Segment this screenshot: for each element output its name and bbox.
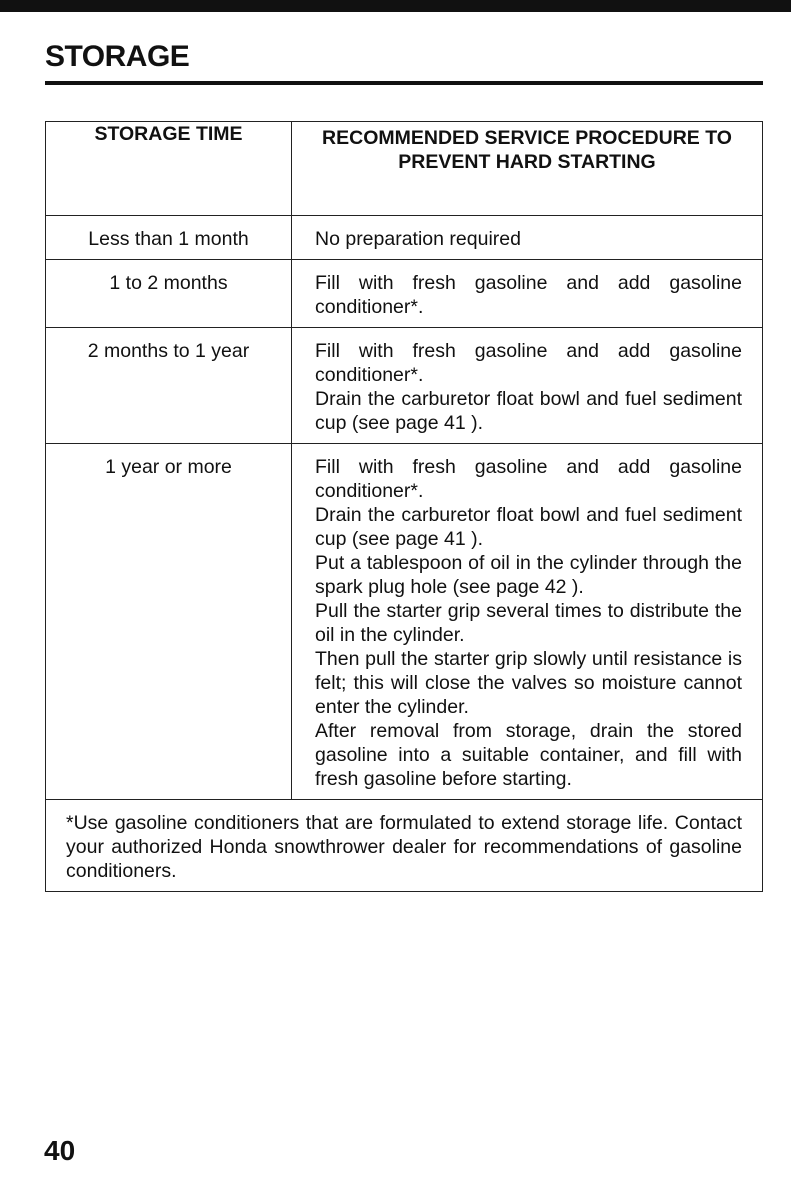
procedure-step: Pull the starter grip several times to distribute the oil in the cylinder. bbox=[315, 600, 742, 646]
storage-time-cell: 1 to 2 months bbox=[46, 260, 292, 328]
procedure-cell bbox=[292, 328, 763, 444]
procedure-step: Drain the carburetor float bowl and fuel sediment cup (see page 41 ). bbox=[315, 504, 742, 550]
procedure-step: No preparation required bbox=[315, 228, 521, 250]
footnote-row bbox=[46, 800, 763, 892]
title-rule bbox=[45, 81, 763, 85]
table-row bbox=[46, 260, 763, 328]
storage-time-cell: Less than 1 month bbox=[46, 216, 292, 260]
procedure-step: Then pull the starter grip slowly until resistance is felt; this will close the valves so moisture cannot enter the cylinder. bbox=[315, 648, 742, 718]
procedure-cell bbox=[292, 216, 763, 260]
procedure-cell bbox=[292, 444, 763, 800]
storage-time-cell: 1 year or more bbox=[46, 444, 292, 800]
storage-table bbox=[45, 121, 763, 892]
procedure-step: Fill with fresh gasoline and add gasoline conditioner*. bbox=[315, 272, 742, 318]
storage-time-cell: 2 months to 1 year bbox=[46, 328, 292, 444]
footnote: *Use gasoline conditioners that are formulated to extend storage life. Contact your authorized Honda snowthrower dealer for recommendations of gasoline conditioners. bbox=[46, 800, 763, 892]
header-procedure: RECOMMENDED SERVICE PROCEDURE TO PREVENT HARD STARTING bbox=[292, 122, 763, 216]
page-title: STORAGE bbox=[45, 40, 190, 73]
table-header-row bbox=[46, 122, 763, 216]
procedure-step: Drain the carburetor float bowl and fuel sediment cup (see page 41 ). bbox=[315, 388, 742, 434]
header-storage-time: STORAGE TIME bbox=[46, 122, 292, 216]
procedure-step: Fill with fresh gasoline and add gasoline conditioner*. bbox=[315, 456, 742, 502]
table-row bbox=[46, 328, 763, 444]
procedure-cell bbox=[292, 260, 763, 328]
procedure-step: Fill with fresh gasoline and add gasoline conditioner*. bbox=[315, 340, 742, 386]
page-number: 40 bbox=[44, 1135, 76, 1166]
top-bar bbox=[0, 0, 791, 12]
procedure-step: Put a tablespoon of oil in the cylinder through the spark plug hole (see page 42 ). bbox=[315, 552, 742, 598]
table-row bbox=[46, 444, 763, 800]
table-row bbox=[46, 216, 763, 260]
procedure-step: After removal from storage, drain the stored gasoline into a suitable container, and fill with fresh gasoline before starting. bbox=[315, 720, 742, 790]
